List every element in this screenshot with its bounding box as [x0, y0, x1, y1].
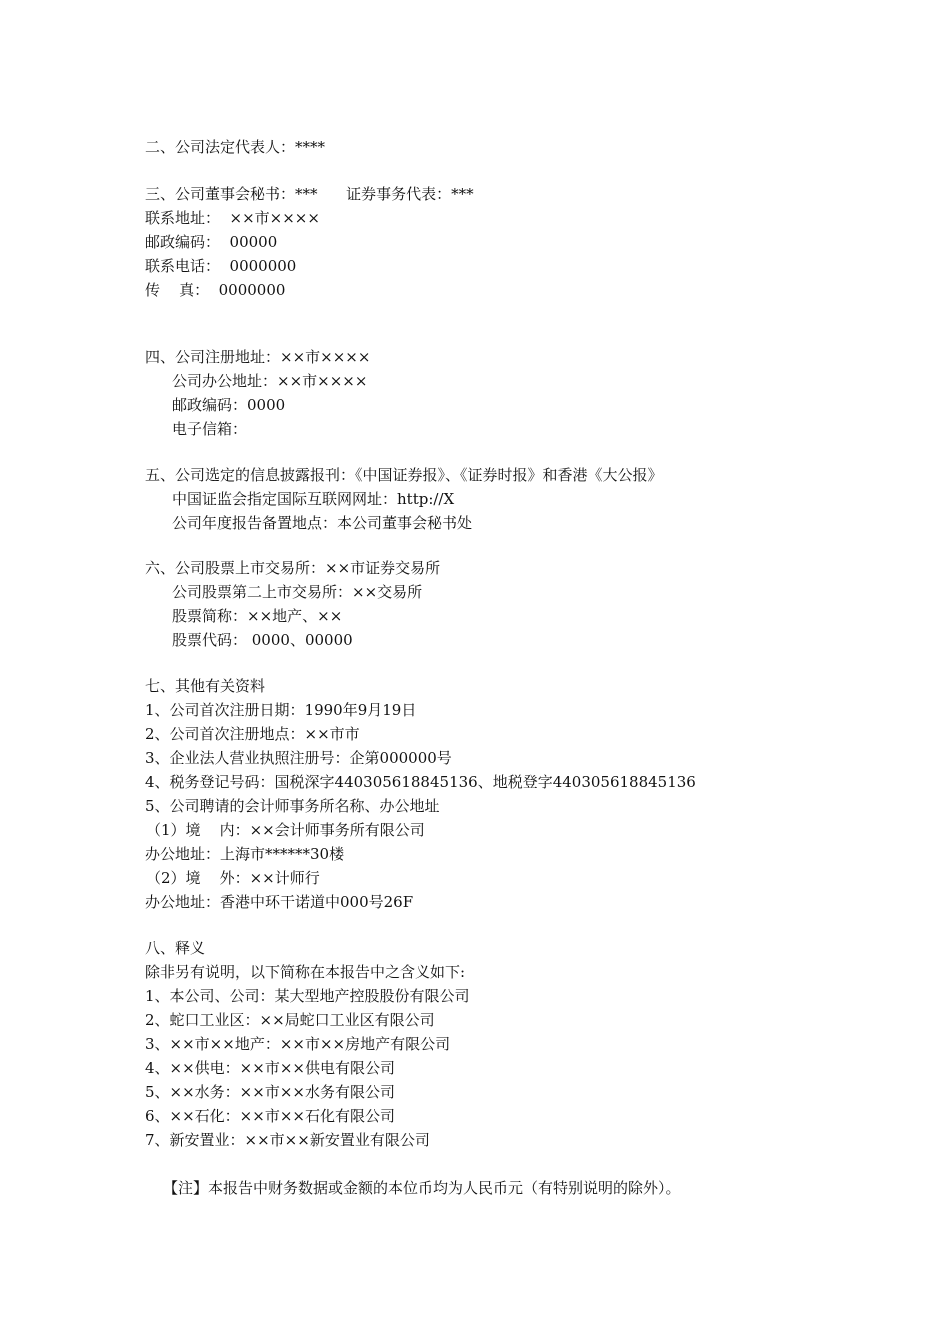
overseas-auditor-address: 办公地址：香港中环干诺道中000号26F [145, 893, 414, 911]
legal-representative: 二、公司法定代表人：**** [145, 138, 326, 156]
report-location: 公司年度报告备置地点：本公司董事会秘书处 [172, 514, 473, 532]
other-info-title: 七、其他有关资料 [145, 677, 266, 695]
list-item: 6、××石化：××市××石化有限公司 [145, 1107, 395, 1125]
contact-phone: 联系电话： 0000000 [145, 257, 297, 275]
list-item: 7、新安置业：××市××新安置业有限公司 [145, 1131, 430, 1149]
board-secretary: 三、公司董事会秘书：*** 证券事务代表：*** [145, 185, 474, 203]
stock-exchange: 六、公司股票上市交易所：××市证券交易所 [145, 559, 441, 577]
list-item: 1、公司首次注册日期：1990年9月19日 [145, 701, 417, 719]
second-stock-exchange: 公司股票第二上市交易所：××交易所 [172, 583, 423, 601]
stock-short-name: 股票简称：××地产、×× [172, 607, 343, 625]
csrc-website: 中国证监会指定国际互联网网址：http://X [172, 490, 455, 508]
domestic-auditor: （1）境 内：××会计师事务所有限公司 [146, 821, 425, 839]
list-item: 5、公司聘请的会计师事务所名称、办公地址 [145, 797, 440, 815]
list-item: 4、税务登记号码：国税深字440305618845136、地税登字440305618845136 [145, 773, 696, 791]
list-item: 4、××供电：××市××供电有限公司 [145, 1059, 395, 1077]
list-item: 3、企业法人营业执照注册号：企第000000号 [145, 749, 452, 767]
definitions-title: 八、释义 [145, 939, 206, 957]
overseas-auditor: （2）境 外：××计师行 [146, 869, 320, 887]
contact-postcode: 邮政编码： 00000 [145, 233, 278, 251]
office-postcode: 邮政编码：0000 [172, 396, 286, 414]
list-item: 2、蛇口工业区：××局蛇口工业区有限公司 [145, 1011, 435, 1029]
contact-fax: 传 真： 0000000 [145, 281, 286, 299]
office-address: 公司办公地址：××市×××× [172, 372, 368, 390]
contact-address: 联系地址： ××市×××× [145, 209, 320, 227]
stock-code: 股票代码： 0000、00000 [172, 631, 353, 649]
disclosure-newspapers: 五、公司选定的信息披露报刊：《中国证券报》、《证券时报》和香港《大公报》 [145, 466, 663, 484]
list-item: 1、本公司、公司：某大型地产控股股份有限公司 [145, 987, 470, 1005]
currency-note: 【注】本报告中财务数据或金额的本位币均为人民币元（有特别说明的除外）。 [163, 1179, 681, 1197]
email: 电子信箱： [172, 420, 248, 438]
list-item: 5、××水务：××市××水务有限公司 [145, 1083, 395, 1101]
list-item: 2、公司首次注册地点：××市市 [145, 725, 360, 743]
domestic-auditor-address: 办公地址：上海市******30楼 [145, 845, 345, 863]
list-item: 3、××市××地产：××市××房地产有限公司 [145, 1035, 451, 1053]
definitions-intro: 除非另有说明，以下简称在本报告中之含义如下: [145, 963, 466, 981]
registered-address: 四、公司注册地址：××市×××× [145, 348, 371, 366]
